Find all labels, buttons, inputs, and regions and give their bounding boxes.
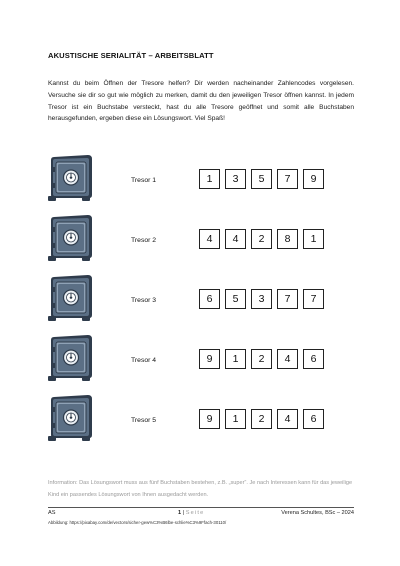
- tresor-label: Tresor 5: [131, 417, 157, 424]
- code-digit: 7: [277, 289, 298, 309]
- tresor-row: [0, 273, 400, 329]
- code-digit: 2: [251, 229, 272, 249]
- code-digit: 9: [303, 169, 324, 189]
- code-digit: 6: [303, 409, 324, 429]
- footer-author: Verena Schultes, BSc – 2024: [281, 510, 354, 516]
- code-boxes: [199, 289, 324, 309]
- code-digit: 4: [277, 409, 298, 429]
- tresor-label: Tresor 4: [131, 357, 157, 364]
- tresor-row: [0, 333, 400, 389]
- footer-page: [178, 510, 204, 516]
- safe-icon: [44, 153, 98, 203]
- safe-icon: [44, 333, 98, 383]
- tresor-label: Tresor 3: [131, 297, 157, 304]
- page-number: 1: [178, 510, 182, 516]
- code-boxes: [199, 349, 324, 369]
- safe-icon: [44, 213, 98, 263]
- code-digit: 9: [199, 409, 220, 429]
- code-digit: 4: [277, 349, 298, 369]
- code-digit: 8: [277, 229, 298, 249]
- code-digit: 1: [225, 409, 246, 429]
- code-digit: 4: [199, 229, 220, 249]
- tresor-row: [0, 153, 400, 209]
- safe-icon: [44, 273, 98, 323]
- code-digit: 6: [199, 289, 220, 309]
- code-digit: 1: [225, 349, 246, 369]
- safe-icon: [44, 393, 98, 443]
- code-boxes: [199, 169, 324, 189]
- info-note: Information: Das Lösungswort muss aus fünf Buchstaben bestehen, z.B. „super“. Je nach Interessen kann für das jeweilige Kind ein passendes Lösungswort von Ihnen ausgedacht werden.: [48, 480, 353, 498]
- page-word: Seite: [185, 510, 205, 516]
- footer-divider: [48, 507, 354, 508]
- code-digit: 1: [199, 169, 220, 189]
- code-digit: 3: [225, 169, 246, 189]
- footer: [48, 510, 354, 520]
- image-attribution: Abbildung: https://pixabay.com/de/vectors/sicher-gew%C3%B6lbe-schlie%C3%9Ffach-30110/: [48, 520, 227, 525]
- tresor-label: Tresor 2: [131, 237, 157, 244]
- code-digit: 6: [303, 349, 324, 369]
- code-digit: 5: [225, 289, 246, 309]
- code-digit: 1: [303, 229, 324, 249]
- footer-left: AS: [48, 510, 56, 516]
- code-digit: 3: [251, 289, 272, 309]
- tresor-row: [0, 393, 400, 449]
- code-boxes: [199, 409, 324, 429]
- code-digit: 7: [303, 289, 324, 309]
- code-digit: 2: [251, 409, 272, 429]
- intro-paragraph: Kannst du beim Öffnen der Tresore helfen? Dir werden nacheinander Zahlencodes vorgelesen. Versuche sie dir so gut wie möglich zu merken, damit du den jeweiligen Tresor öffnen kannst. In jedem Tresor ist ein Buchstabe versteckt, hast du alle Tresore geöffnet und somit alle Buchstaben herausgefunden, ergeben diese ein Lösungswort. Viel Spaß!: [48, 80, 354, 123]
- code-digit: 4: [225, 229, 246, 249]
- code-digit: 2: [251, 349, 272, 369]
- code-boxes: [199, 229, 324, 249]
- code-digit: 7: [277, 169, 298, 189]
- code-digit: 5: [251, 169, 272, 189]
- tresor-row: [0, 213, 400, 269]
- tresor-label: Tresor 1: [131, 177, 157, 184]
- page-title: AKUSTISCHE SERIALITÄT – ARBEITSBLATT: [48, 51, 214, 60]
- code-digit: 9: [199, 349, 220, 369]
- page-separator: |: [181, 510, 186, 516]
